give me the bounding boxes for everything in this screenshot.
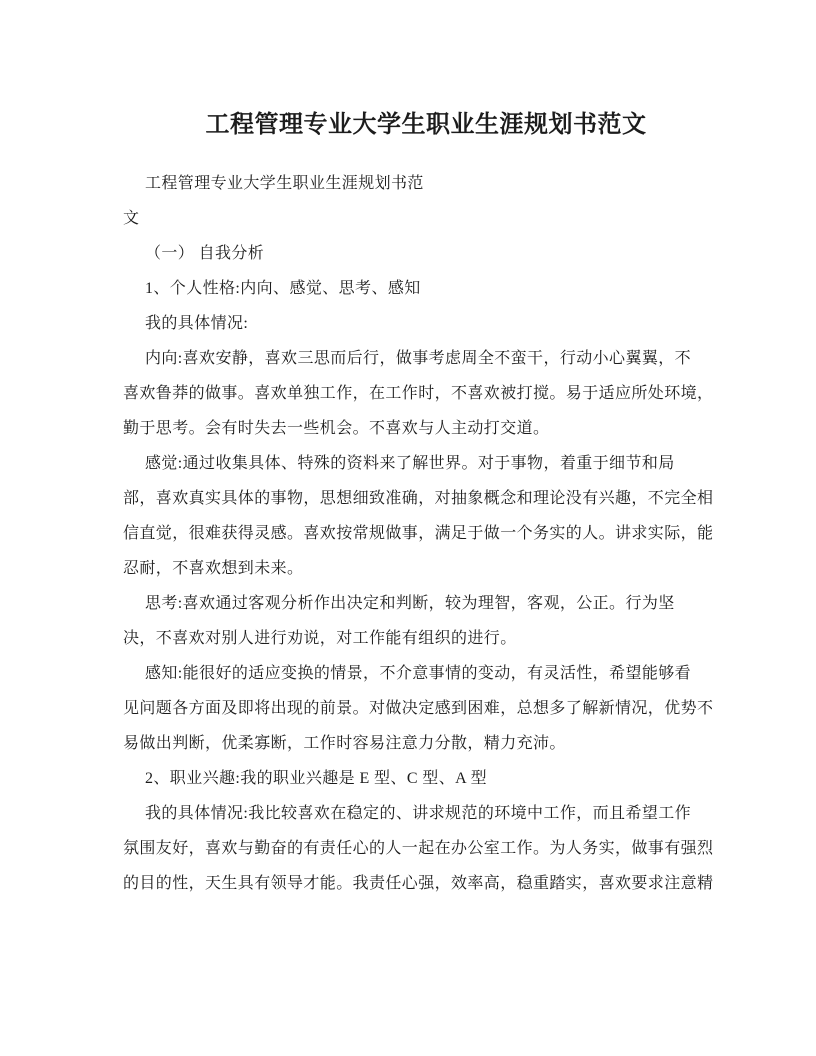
text-line: 易做出判断，优柔寡断，工作时容易注意力分散，精力充沛。	[123, 735, 566, 752]
text-line: 思考:喜欢通过客观分析作出决定和判断，较为理智，客观，公正。行为坚	[145, 595, 675, 612]
text-line: 忍耐，不喜欢想到未来。	[123, 560, 304, 577]
text-line: 勤于思考。会有时失去一些机会。不喜欢与人主动打交道。	[123, 420, 550, 437]
text-line: 1、个人性格:内向、感觉、思考、感知	[145, 280, 421, 297]
text-line: 感知:能很好的适应变换的情景，不介意事情的变动，有灵活性，希望能够看	[145, 665, 692, 682]
text-line: 感觉:通过收集具体、特殊的资料来了解世界。对于事物，着重于细节和局	[145, 455, 675, 472]
text-line: 工程管理专业大学生职业生涯规划书范	[145, 175, 424, 192]
text-line: 见问题各方面及即将出现的前景。对做决定感到困难，总想多了解新情况，优势不	[123, 700, 714, 717]
document-title: 工程管理专业大学生职业生涯规划书范文	[205, 112, 647, 138]
text-line: 信直觉，很难获得灵感。喜欢按常规做事，满足于做一个务实的人。讲求实际，能	[123, 525, 714, 542]
text-line: 我的具体情况:	[145, 315, 249, 332]
text-line: 2、职业兴趣:我的职业兴趣是 E 型、C 型、A 型	[145, 770, 487, 787]
text-line: （一） 自我分析	[145, 245, 265, 262]
document-body	[123, 166, 714, 901]
text-line: 决，不喜欢对别人进行劝说，对工作能有组织的进行。	[123, 630, 517, 647]
text-line: 内向:喜欢安静，喜欢三思而后行，做事考虑周全不蛮干，行动小心翼翼，不	[145, 350, 692, 367]
text-line: 的目的性，天生具有领导才能。我责任心强，效率高，稳重踏实，喜欢要求注意精	[123, 875, 714, 892]
text-line: 喜欢鲁莽的做事。喜欢单独工作，在工作时，不喜欢被打搅。易于适应所处环境，	[123, 385, 714, 402]
text-line: 部，喜欢真实具体的事物，思想细致准确，对抽象概念和理论没有兴趣，不完全相	[123, 490, 714, 507]
text-line: 氛围友好，喜欢与勤奋的有责任心的人一起在办公室工作。为人务实，做事有强烈	[123, 840, 714, 857]
text-line: 文	[123, 210, 140, 227]
text-line: 我的具体情况:我比较喜欢在稳定的、讲求规范的环境中工作，而且希望工作	[145, 805, 692, 822]
